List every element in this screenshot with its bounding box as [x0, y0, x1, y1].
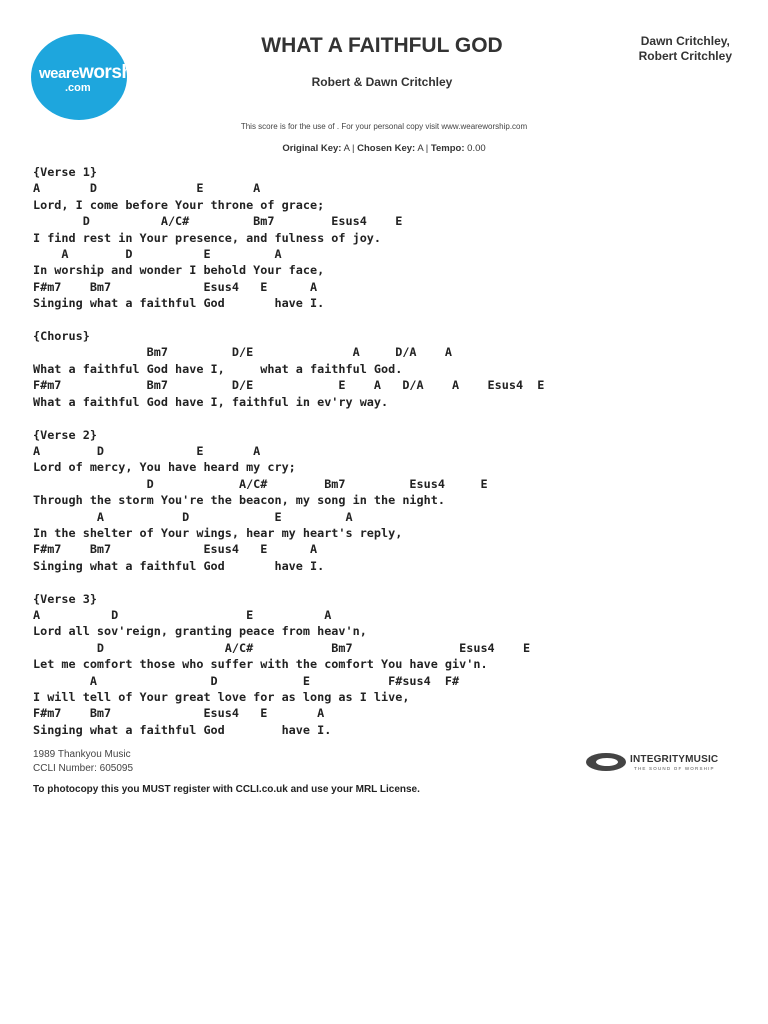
usage-notice: This score is for the use of . For your personal copy visit www.weareworship.com — [240, 122, 528, 131]
chosen-key-label: Chosen Key: — [357, 143, 416, 154]
chosen-key-value: A — [417, 143, 424, 154]
weareworship-logo — [31, 34, 149, 120]
ccli-number: CCLI Number: 605095 — [33, 763, 134, 774]
credit-line: Robert Critchley — [638, 49, 732, 63]
song-authors: Robert & Dawn Critchley — [311, 75, 453, 89]
tempo-label: Tempo: — [430, 143, 465, 154]
original-key-label: Original Key: — [282, 143, 342, 154]
song-title: WHAT A FAITHFUL GOD — [261, 34, 503, 57]
key-info: Original Key: A | Chosen Key: A | Tempo: 0.00 — [282, 143, 486, 154]
credit-line: Dawn Critchley, — [640, 34, 730, 48]
songwriter-credits — [639, 34, 732, 64]
original-key-value: A — [343, 143, 350, 154]
copyright-line: 1989 Thankyou Music — [33, 749, 131, 760]
copyright-block — [33, 748, 133, 776]
integrity-ring-icon — [586, 753, 626, 771]
logo-text: weareworship — [39, 62, 149, 83]
chord-sheet: {Verse 1} A D E A Lord, I come before Your throne of grace; D A/C# Bm7 Esus4 E I find rest in Your presence, and fulness of joy. A D E A In worship and wonder I behold Your face, F#m7 Bm7 Esus4 E A Singing what a faithful God have I. {Chorus} Bm7 D/E A D/A A What a faithful God have I, what a faithful God. F#m7 Bm7 D/E E A D/A A Esus4 E What a faithful God have I, faithful in ev'ry way. {Verse 2} A D E A Lord of mercy, You have heard my cry; D A/C# Bm7 Esus4 E Through the storm You're the beacon, my song in the night. A D E A In the shelter of Your wings, hear my heart's reply, F#m7 Bm7 Esus4 E A Singing what a faithful God have I. {Verse 3} A D E A Lord all sov'reign, granting peace from heav'n, D A/C# Bm7 Esus4 E Let me comfort those who suffer with the comfort You have giv'n. A D E F#sus4 F# I will tell of Your great love for as long as I live, F#m7 Bm7 Esus4 E A Singing what a faithful God have I. — [33, 165, 545, 737]
logo-domain: .com — [65, 82, 91, 94]
photocopy-notice: To photocopy this you MUST register with CCLI.co.uk and use your MRL License. — [33, 784, 420, 795]
tempo-value: 0.00 — [467, 143, 486, 154]
publisher-tagline: THE SOUND OF WORSHIP — [634, 766, 715, 771]
publisher-name: INTEGRITYMUSIC — [630, 754, 719, 765]
integrity-music-logo — [586, 751, 736, 775]
